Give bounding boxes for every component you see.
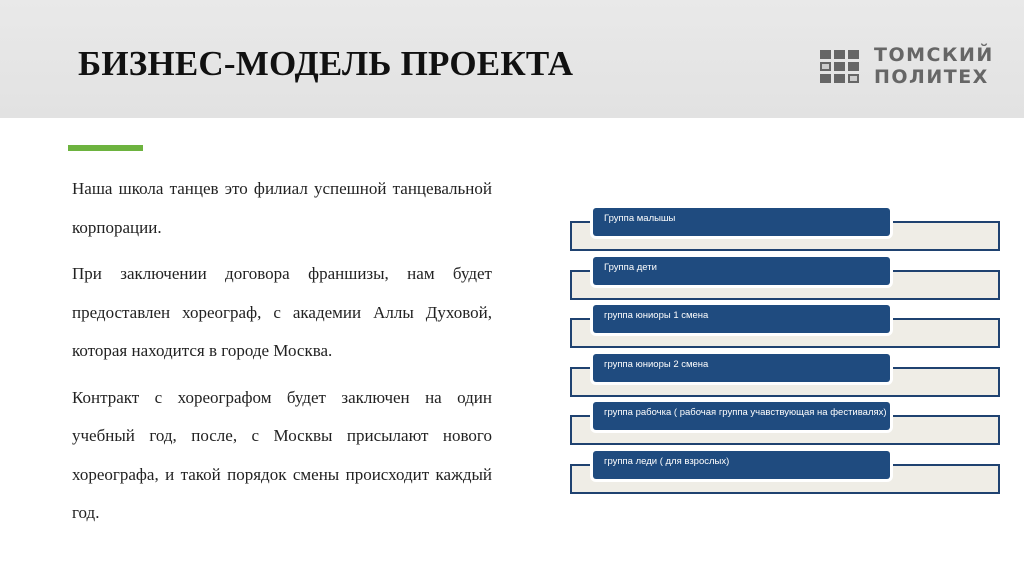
- list-item: [570, 208, 1000, 257]
- group-label: группа юниоры 1 смена: [593, 305, 890, 333]
- group-label: группа юниоры 2 смена: [593, 354, 890, 382]
- group-label: группа рабочка ( рабочая группа учавствующая на фестивалях): [593, 402, 890, 430]
- list-item: [570, 402, 1000, 451]
- list-item: [570, 451, 1000, 500]
- logo: [820, 44, 994, 88]
- group-label: группа леди ( для взрослых): [593, 451, 890, 479]
- logo-icon: [820, 46, 860, 86]
- paragraph: Контракт с хореографом будет заключен на один учебный год, после, с Москвы присылают нового хореографа, и такой порядок смены происходит каждый год.: [72, 387, 492, 522]
- logo-text: ТОМСКИЙ ПОЛИТЕХ: [874, 44, 994, 88]
- paragraph: При заключении договора франшизы, нам будет предоставлен хореограф, с академии Аллы Духовой, которая находится в городе Москва.: [72, 264, 492, 360]
- list-item: [570, 257, 1000, 306]
- group-list: [570, 208, 1000, 499]
- paragraph: Наша школа танцев это филиал успешной танцевальной корпорации.: [72, 179, 492, 237]
- accent-divider: [68, 145, 143, 151]
- page-title: БИЗНЕС-МОДЕЛЬ ПРОЕКТА: [78, 44, 574, 83]
- body-text: [72, 170, 492, 541]
- list-item: [570, 305, 1000, 354]
- group-label: Группа дети: [593, 257, 890, 285]
- header: [0, 0, 1024, 118]
- list-item: [570, 354, 1000, 403]
- group-label: Группа малышы: [593, 208, 890, 236]
